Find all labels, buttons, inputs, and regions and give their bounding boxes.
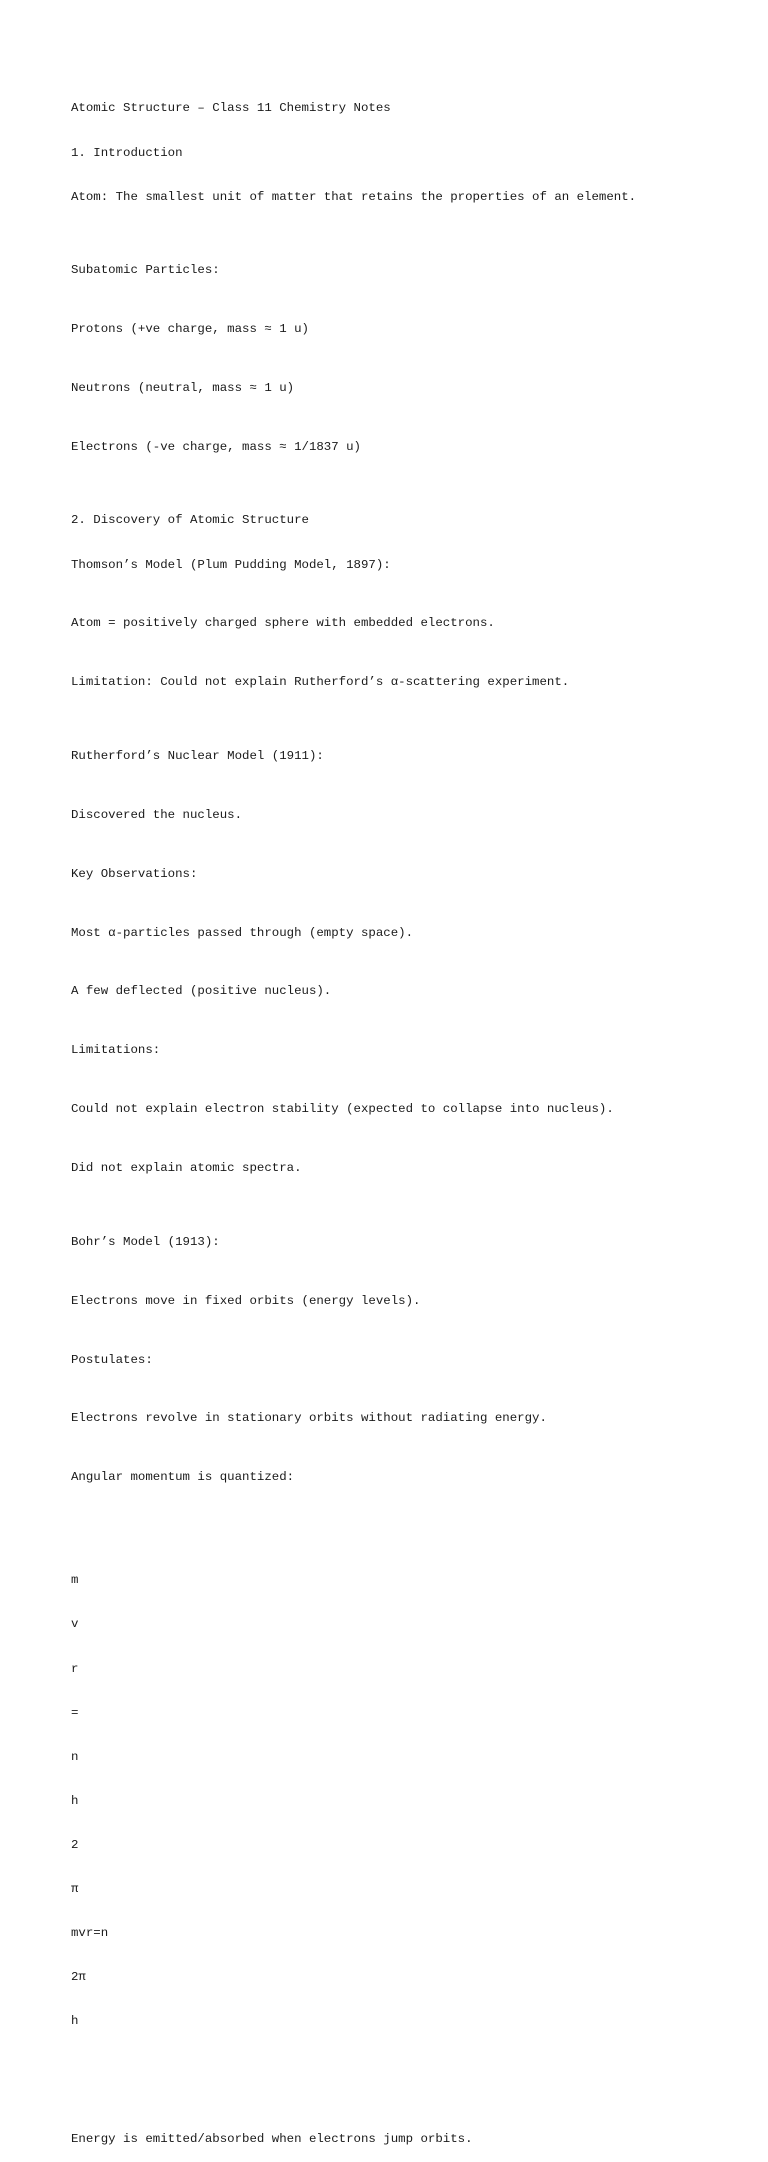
postulate-item: Energy is emitted/absorbed when electrons jump orbits.	[71, 2132, 473, 2147]
formula-fragment: h	[71, 2014, 79, 2029]
subatomic-heading: Subatomic Particles:	[71, 263, 220, 278]
limitation-item: Did not explain atomic spectra.	[71, 1161, 302, 1176]
angular-momentum-formula	[71, 1544, 751, 2058]
rutherford-heading: Rutherford’s Nuclear Model (1911):	[71, 748, 324, 763]
section-heading-discovery: 2. Discovery of Atomic Structure	[71, 513, 309, 528]
formula-fragment: 2π	[71, 1970, 86, 1985]
postulates-heading: Postulates:	[71, 1352, 153, 1367]
formula-fragment: h	[71, 1793, 79, 1808]
formula-fragment: r	[71, 1661, 79, 1676]
protons-item: Protons (+ve charge, mass ≈ 1 u)	[71, 322, 309, 337]
thomson-limitation: Limitation: Could not explain Rutherford’s α-scattering experiment.	[71, 675, 570, 690]
formula-fragment: m	[71, 1573, 79, 1588]
thomson-heading: Thomson’s Model (Plum Pudding Model, 1897):	[71, 557, 391, 572]
observation-item: Most α-particles passed through (empty space).	[71, 925, 414, 940]
atom-definition: Atom: The smallest unit of matter that retains the properties of an element.	[71, 189, 637, 204]
observation-item: A few deflected (positive nucleus).	[71, 984, 332, 999]
document-title: Atomic Structure – Class 11 Chemistry Notes	[71, 101, 391, 116]
postulate-item: Angular momentum is quantized:	[71, 1470, 295, 1485]
limitation-item: Could not explain electron stability (expected to collapse into nucleus).	[71, 1102, 614, 1117]
section-heading-introduction: 1. Introduction	[71, 145, 183, 160]
key-observations-heading: Key Observations:	[71, 866, 198, 881]
bohr-heading: Bohr’s Model (1913):	[71, 1234, 220, 1249]
formula-fragment: n	[71, 1749, 79, 1764]
electrons-item: Electrons (-ve charge, mass ≈ 1/1837 u)	[71, 439, 361, 454]
formula-fragment: 2	[71, 1837, 79, 1852]
formula-fragment: =	[71, 1705, 79, 1720]
thomson-description: Atom = positively charged sphere with embedded electrons.	[71, 616, 495, 631]
rutherford-description: Discovered the nucleus.	[71, 807, 243, 822]
formula-fragment: π	[71, 1881, 79, 1896]
bohr-description: Electrons move in fixed orbits (energy levels).	[71, 1293, 421, 1308]
formula-fragment: v	[71, 1617, 79, 1632]
formula-fragment: mvr=n	[71, 1926, 109, 1941]
neutrons-item: Neutrons (neutral, mass ≈ 1 u)	[71, 380, 295, 395]
limitations-heading: Limitations:	[71, 1043, 161, 1058]
postulate-item: Electrons revolve in stationary orbits without radiating energy.	[71, 1411, 547, 1426]
notes-document	[71, 72, 751, 2162]
